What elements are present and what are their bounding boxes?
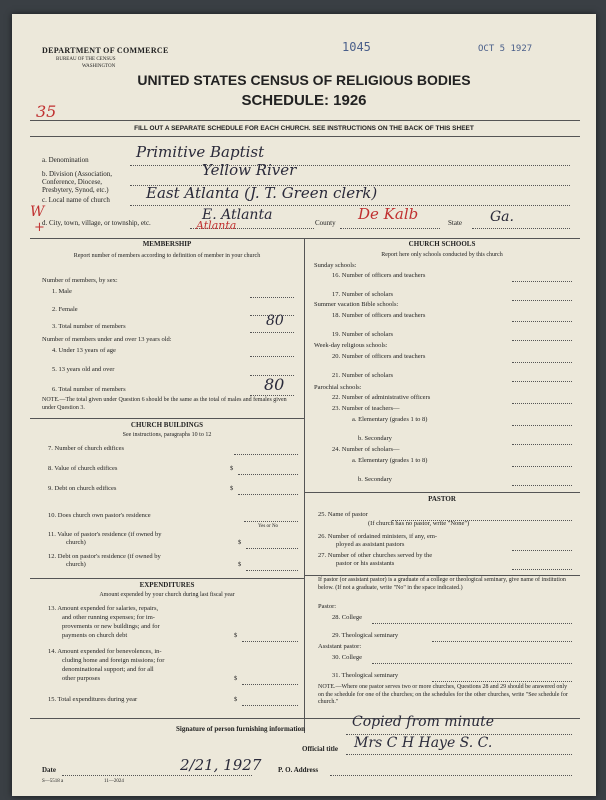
date-label: Date [42, 766, 56, 774]
official-title-value: Mrs C H Haye S. C. [354, 735, 493, 751]
q24b-label: b. Secondary [358, 476, 392, 483]
q21-label: 21. Number of scholars [332, 372, 394, 379]
q18-label: 18. Number of officers and teachers [332, 312, 426, 319]
parochial-schools-label: Parochial schools: [314, 384, 362, 391]
assistant-pastor-label: Assistant pastor: [318, 643, 362, 650]
q10-residence-label: 10. Does church own pastor's residence [48, 512, 151, 519]
division-label: b. Division (Association, Conference, Diocese, Presbytery, Synod, etc.) [42, 170, 112, 194]
q6-total-value: 80 [264, 375, 285, 394]
church-schools-title: CHURCH SCHOOLS [408, 240, 476, 248]
sunday-schools-label: Sunday schools: [314, 262, 357, 269]
q11-dollar: $ [238, 539, 242, 546]
expenditures-note: Amount expended by your church during last fiscal year [99, 592, 235, 598]
q14-label-3: denominational support; and for all [62, 666, 154, 673]
print-code: 11—2024 [104, 779, 124, 784]
q20-label: 20. Number of officers and teachers [332, 353, 426, 360]
q8-value-label: 8. Value of church edifices [48, 465, 118, 472]
q14-label-2: cluding home and foreign missions; for [62, 657, 165, 664]
membership-total-note: NOTE.—The total given under Question 6 should be the same as the total of males and females given under Question 3. [42, 397, 287, 411]
margin-mark-w: W [30, 204, 45, 220]
q29-label: 29. Theological seminary [332, 632, 399, 639]
division-value: Yellow River [202, 161, 297, 179]
margin-mark-plus: + [34, 220, 45, 235]
q30-label: 30. College [332, 654, 362, 661]
q27-label: 27. Number of other churches served by the [318, 552, 433, 559]
summer-schools-label: Summer vacation Bible schools: [314, 301, 399, 308]
q27-label-cont: pastor or his assistants [336, 560, 395, 567]
pastor-schedule-note: NOTE.—Where one pastor serves two or more churches, Questions 28 and 29 should be answered only on the schedule for one of the churches; on the schedules for the other churches, write "See schedule for church." [318, 684, 568, 705]
q3-total-label: 3. Total number of members [52, 323, 126, 330]
official-title-label: Official title [302, 745, 338, 753]
q26-label-cont: ployed as assistant pastors [336, 541, 405, 548]
q28-label: 28. College [332, 614, 362, 621]
q9-dollar: $ [230, 485, 234, 492]
q23-label: 23. Number of teachers— [332, 405, 400, 412]
q25-label: 25. Name of pastor [318, 511, 368, 518]
q12-label: 12. Debt on pastor's residence (if owned by [48, 553, 161, 560]
yes-no-hint: Yes or No [258, 524, 279, 529]
church-buildings-title: CHURCH BUILDINGS [130, 421, 204, 429]
q7-edifices-label: 7. Number of church edifices [48, 445, 124, 452]
local-name-label: c. Local name of church [42, 196, 110, 204]
county-value: De Kalb [358, 205, 419, 223]
q14-dollar: $ [234, 675, 238, 682]
q13-label-3: provements or new buildings; and for [62, 623, 160, 630]
q15-label: 15. Total expenditures during year [48, 696, 138, 703]
city-value: E. Atlanta [202, 207, 273, 223]
q24-label: 24. Number of scholars— [332, 446, 400, 453]
denomination-value: Primitive Baptist [136, 143, 265, 161]
q13-dollar: $ [234, 632, 238, 639]
pastor-sublabel: Pastor: [318, 603, 337, 610]
q13-label-4: payments on church debt [62, 632, 128, 639]
graduate-note: If pastor (or assistant pastor) is a graduate of a college or theological seminary, give name of institution below. (If not a graduate, write "No" in the space indicated.) [318, 577, 566, 591]
members-by-sex-label: Number of members, by sex: [42, 277, 118, 284]
city-value-correction: Atlanta [196, 219, 237, 232]
q26-label: 26. Number of ordained ministers, if any, em- [318, 533, 438, 540]
q12-label-cont: church) [66, 561, 86, 568]
q11-label-cont: church) [66, 539, 86, 546]
pastor-title: PASTOR [428, 495, 456, 503]
city-name: WASHINGTON [82, 64, 116, 69]
q6-total-label: 6. Total number of members [52, 386, 126, 393]
membership-note: Report number of members according to definition of member in your church [73, 253, 261, 259]
state-value: Ga. [490, 209, 514, 225]
q8-dollar: $ [230, 465, 234, 472]
q19-label: 19. Number of scholars [332, 331, 394, 338]
expenditures-title: EXPENDITURES [139, 581, 195, 589]
under-over-label: Number of members under and over 13 years old: [42, 336, 172, 343]
membership-title: MEMBERSHIP [142, 240, 192, 248]
po-address-label: P. O. Address [278, 766, 319, 774]
q14-label-4: other purposes [62, 675, 101, 682]
q5-over13-label: 5. 13 years old and over [52, 366, 115, 373]
margin-note: 35 [36, 102, 57, 121]
q15-dollar: $ [234, 696, 238, 703]
q9-debt-label: 9. Debt on church edifices [48, 485, 117, 492]
census-schedule-page [12, 14, 596, 796]
q12-dollar: $ [238, 561, 242, 568]
church-buildings-note: See instructions, paragraphs 10 to 12 [122, 432, 212, 438]
bureau-name: BUREAU OF THE CENSUS [56, 57, 116, 62]
fill-instruction: FILL OUT A SEPARATE SCHEDULE FOR EACH CHURCH. SEE INSTRUCTIONS ON THE BACK OF THIS SHEET [134, 125, 474, 132]
form-title: UNITED STATES CENSUS OF RELIGIOUS BODIES [137, 72, 471, 88]
department-name: DEPARTMENT OF COMMERCE [42, 46, 169, 55]
q17-label: 17. Number of scholars [332, 291, 394, 298]
q23a-label: a. Elementary (grades 1 to 8) [352, 416, 428, 423]
state-label: State [448, 219, 462, 227]
q13-label-2: and other running expenses; for im- [62, 614, 155, 621]
form-subtitle: SCHEDULE: 1926 [241, 92, 367, 109]
q22-label: 22. Number of administrative officers [332, 394, 431, 401]
weekday-schools-label: Week-day religious schools: [314, 342, 388, 349]
church-schools-note: Report here only schools conducted by this church [381, 252, 503, 258]
q16-label: 16. Number of officers and teachers [332, 272, 426, 279]
q11-label: 11. Value of pastor's residence (if owned by [48, 531, 162, 538]
q31-label: 31. Theological seminary [332, 672, 399, 679]
q3-total-value: 80 [266, 313, 284, 329]
date-value: 2/21, 1927 [180, 756, 262, 774]
q23b-label: b. Secondary [358, 435, 392, 442]
received-date-stamp: OCT 5 1927 [478, 44, 533, 54]
local-name-value: East Atlanta (J. T. Green clerk) [146, 184, 378, 202]
city-label: d. City, town, village, or township, etc. [42, 219, 151, 227]
q13-label: 13. Amount expended for salaries, repairs, [48, 605, 159, 612]
signature-value: Copied from minute [352, 714, 495, 730]
county-label: County [315, 219, 336, 227]
q1-male-label: 1. Male [52, 288, 72, 295]
q14-label: 14. Amount expended for benevolences, in- [48, 648, 162, 655]
form-code: S—5518 a [42, 779, 64, 784]
q2-female-label: 2. Female [52, 306, 78, 313]
q24a-label: a. Elementary (grades 1 to 8) [352, 457, 428, 464]
q4-under13-label: 4. Under 13 years of age [52, 347, 116, 354]
denomination-label: a. Denomination [42, 156, 89, 164]
q25-hint: (If church has no pastor, write "None") [368, 520, 470, 527]
schedule-number-stamp: 1045 [342, 40, 371, 54]
signature-label: Signature of person furnishing information [176, 725, 305, 733]
